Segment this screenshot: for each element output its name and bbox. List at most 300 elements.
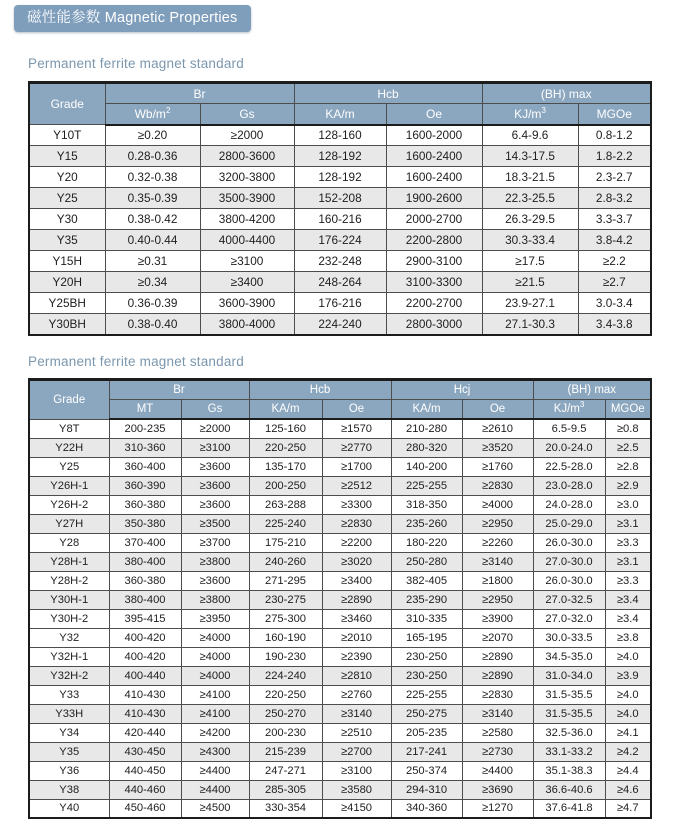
- table-row: [29, 742, 651, 761]
- table1-col-kjm3: $KJ/m^3$: [482, 104, 578, 125]
- bhmax-kjm3-cell: 24.0-28.0: [533, 495, 605, 514]
- hcb-oe-cell: ≥1570: [322, 419, 391, 438]
- table1-col-gs: Gs: [200, 104, 294, 125]
- bhmax-mgoe-cell: ≥3.4: [605, 590, 651, 609]
- br-gs-cell: ≥3600: [181, 476, 249, 495]
- bhmax-kjm3-cell: 25.0-29.0: [533, 514, 605, 533]
- table2-col-mt: MT: [109, 399, 181, 419]
- hcb-oe-cell: ≥1700: [322, 457, 391, 476]
- hcj-oe-cell: ≥4000: [462, 495, 533, 514]
- bhmax-mgoe-cell: ≥3.9: [605, 666, 651, 685]
- hcb-oe-cell: ≥3580: [322, 780, 391, 799]
- grade-cell: Y25: [29, 188, 105, 209]
- hcj-oe-cell: ≥2950: [462, 514, 533, 533]
- br-gs-cell: 3200-3800: [200, 167, 294, 188]
- table-row: [29, 761, 651, 780]
- hcj-oe-cell: ≥3140: [462, 552, 533, 571]
- bhmax-mgoe-cell: 3.3-3.7: [578, 209, 651, 230]
- bhmax-mgoe-cell: ≥4.0: [605, 647, 651, 666]
- table-row: [29, 457, 651, 476]
- grade-cell: Y20H: [29, 272, 105, 293]
- hcb-kam-cell: 240-260: [249, 552, 322, 571]
- bhmax-mgoe-cell: ≥2.8: [605, 457, 651, 476]
- table2-group-br: Br: [109, 379, 249, 399]
- bhmax-kjm3-cell: 23.0-28.0: [533, 476, 605, 495]
- table1-header: [29, 83, 651, 125]
- hcb-oe-cell: ≥3020: [322, 552, 391, 571]
- grade-cell: Y30: [29, 209, 105, 230]
- table-row: [29, 685, 651, 704]
- br-mt-cell: 450-460: [109, 799, 181, 818]
- hcj-kam-cell: 210-280: [391, 419, 462, 438]
- br-gs-cell: ≥4000: [181, 628, 249, 647]
- table2-col-hcj-kam: KA/m: [391, 399, 462, 419]
- grade-cell: Y28: [29, 533, 109, 552]
- bhmax-kjm3-cell: 35.1-38.3: [533, 761, 605, 780]
- table-row: [29, 647, 651, 666]
- table2-group-bhmax: (BH) max: [533, 379, 651, 399]
- hcb-oe-cell: ≥2010: [322, 628, 391, 647]
- hcb-kam-cell: 160-190: [249, 628, 322, 647]
- grade-cell: Y15: [29, 146, 105, 167]
- hcj-kam-cell: 225-255: [391, 685, 462, 704]
- br-mt-cell: 360-400: [109, 457, 181, 476]
- table-row: [29, 314, 651, 335]
- br-gs-cell: ≥4400: [181, 780, 249, 799]
- hcj-oe-cell: ≥2260: [462, 533, 533, 552]
- hcb-kam-cell: 232-248: [294, 251, 386, 272]
- br-gs-cell: 3800-4000: [200, 314, 294, 335]
- table-row: [29, 628, 651, 647]
- grade-cell: Y15H: [29, 251, 105, 272]
- hcj-oe-cell: ≥2830: [462, 685, 533, 704]
- hcb-oe-cell: ≥3460: [322, 609, 391, 628]
- grade-cell: Y32H-2: [29, 666, 109, 685]
- bhmax-kjm3-cell: 26.0-30.0: [533, 533, 605, 552]
- br-gs-cell: ≥4300: [181, 742, 249, 761]
- table-row: [29, 209, 651, 230]
- br-mt-cell: 410-430: [109, 685, 181, 704]
- hcj-kam-cell: 225-255: [391, 476, 462, 495]
- hcj-oe-cell: ≥2830: [462, 476, 533, 495]
- table-row: [29, 799, 651, 818]
- hcb-oe-cell: ≥2390: [322, 647, 391, 666]
- hcb-oe-cell: ≥2510: [322, 723, 391, 742]
- table-row: [29, 438, 651, 457]
- hcb-kam-cell: 224-240: [249, 666, 322, 685]
- br-mt-cell: 380-400: [109, 590, 181, 609]
- br-gs-cell: ≥3600: [181, 495, 249, 514]
- table-row: [29, 590, 651, 609]
- table-row: [29, 704, 651, 723]
- br-gs-cell: ≥3600: [181, 457, 249, 476]
- bhmax-kjm3-cell: 31.5-35.5: [533, 704, 605, 723]
- table2-col-grade: Grade: [29, 379, 109, 419]
- br-wbm2-cell: 0.28-0.36: [105, 146, 200, 167]
- br-mt-cell: 380-400: [109, 552, 181, 571]
- bhmax-mgoe-cell: ≥4.0: [605, 685, 651, 704]
- table1-col-wbm2: $Wb/m^2$: [105, 104, 200, 125]
- br-wbm2-cell: 0.38-0.42: [105, 209, 200, 230]
- br-mt-cell: 395-415: [109, 609, 181, 628]
- bhmax-kjm3-cell: 31.5-35.5: [533, 685, 605, 704]
- br-wbm2-cell: ≥0.34: [105, 272, 200, 293]
- hcb-kam-cell: 247-271: [249, 761, 322, 780]
- br-gs-cell: ≥3400: [200, 272, 294, 293]
- bhmax-mgoe-cell: ≥4.0: [605, 704, 651, 723]
- hcb-oe-cell: ≥2890: [322, 590, 391, 609]
- hcj-oe-cell: ≥2580: [462, 723, 533, 742]
- hcb-oe-cell: 1600-2000: [386, 125, 482, 146]
- table-row: [29, 533, 651, 552]
- bhmax-kjm3-cell: 31.0-34.0: [533, 666, 605, 685]
- table1-group-hcb: Hcb: [294, 83, 482, 104]
- hcj-oe-cell: ≥4400: [462, 761, 533, 780]
- bhmax-kjm3-cell: 18.3-21.5: [482, 167, 578, 188]
- bhmax-kjm3-cell: 22.3-25.5: [482, 188, 578, 209]
- grade-cell: Y26H-1: [29, 476, 109, 495]
- grade-cell: Y30H-2: [29, 609, 109, 628]
- bhmax-mgoe-cell: ≥3.8: [605, 628, 651, 647]
- br-gs-cell: ≥4400: [181, 761, 249, 780]
- table1-group-bhmax: (BH) max: [482, 83, 651, 104]
- hcb-kam-cell: 263-288: [249, 495, 322, 514]
- table-row: [29, 419, 651, 438]
- bhmax-kjm3-cell: 37.6-41.8: [533, 799, 605, 818]
- bhmax-mgoe-cell: ≥4.2: [605, 742, 651, 761]
- hcb-kam-cell: 220-250: [249, 685, 322, 704]
- bhmax-kjm3-cell: 30.0-33.5: [533, 628, 605, 647]
- grade-cell: Y8T: [29, 419, 109, 438]
- br-gs-cell: ≥2000: [200, 125, 294, 146]
- grade-cell: Y35: [29, 742, 109, 761]
- br-mt-cell: 360-380: [109, 495, 181, 514]
- hcb-oe-cell: ≥2512: [322, 476, 391, 495]
- table-row: [29, 188, 651, 209]
- hcb-oe-cell: ≥2760: [322, 685, 391, 704]
- hcj-kam-cell: 310-335: [391, 609, 462, 628]
- section2-heading: Permanent ferrite magnet standard: [28, 353, 244, 369]
- hcb-kam-cell: 330-354: [249, 799, 322, 818]
- hcj-oe-cell: ≥1800: [462, 571, 533, 590]
- table2-body: [29, 419, 651, 818]
- page-title: 磁性能参数 Magnetic Properties: [14, 5, 251, 32]
- br-gs-cell: 2800-3600: [200, 146, 294, 167]
- bhmax-mgoe-cell: 0.8-1.2: [578, 125, 651, 146]
- table-row: [29, 476, 651, 495]
- br-mt-cell: 360-380: [109, 571, 181, 590]
- bhmax-kjm3-cell: 26.0-30.0: [533, 571, 605, 590]
- grade-cell: Y26H-2: [29, 495, 109, 514]
- hcb-kam-cell: 225-240: [249, 514, 322, 533]
- table2-group-hcb: Hcb: [249, 379, 391, 399]
- bhmax-mgoe-cell: ≥4.4: [605, 761, 651, 780]
- br-mt-cell: 440-460: [109, 780, 181, 799]
- ferrite-standard-table-2: [28, 378, 652, 820]
- table1-col-mgoe: MGOe: [578, 104, 651, 125]
- bhmax-kjm3-cell: 27.0-32.0: [533, 609, 605, 628]
- table-row: [29, 780, 651, 799]
- hcb-kam-cell: 200-230: [249, 723, 322, 742]
- table2-group-hcj: Hcj: [391, 379, 533, 399]
- bhmax-mgoe-cell: ≥3.3: [605, 571, 651, 590]
- table1-group-br: Br: [105, 83, 294, 104]
- bhmax-mgoe-cell: ≥3.3: [605, 533, 651, 552]
- grade-cell: Y25BH: [29, 293, 105, 314]
- hcb-oe-cell: 1600-2400: [386, 167, 482, 188]
- table1-col-oe: Oe: [386, 104, 482, 125]
- br-gs-cell: ≥4500: [181, 799, 249, 818]
- br-gs-cell: ≥3600: [181, 571, 249, 590]
- grade-cell: Y30BH: [29, 314, 105, 335]
- hcj-oe-cell: ≥2890: [462, 666, 533, 685]
- br-gs-cell: ≥3950: [181, 609, 249, 628]
- hcb-oe-cell: ≥3140: [322, 704, 391, 723]
- hcb-kam-cell: 230-275: [249, 590, 322, 609]
- hcb-kam-cell: 200-250: [249, 476, 322, 495]
- hcj-kam-cell: 180-220: [391, 533, 462, 552]
- table2-col-hcj-oe: Oe: [462, 399, 533, 419]
- br-wbm2-cell: ≥0.20: [105, 125, 200, 146]
- hcj-oe-cell: ≥2610: [462, 419, 533, 438]
- hcj-kam-cell: 165-195: [391, 628, 462, 647]
- hcj-oe-cell: ≥2730: [462, 742, 533, 761]
- bhmax-kjm3-cell: 27.1-30.3: [482, 314, 578, 335]
- bhmax-mgoe-cell: 2.3-2.7: [578, 167, 651, 188]
- hcb-oe-cell: ≥3400: [322, 571, 391, 590]
- hcb-oe-cell: ≥2700: [322, 742, 391, 761]
- bhmax-kjm3-cell: 34.5-35.0: [533, 647, 605, 666]
- hcb-kam-cell: 128-192: [294, 167, 386, 188]
- hcb-oe-cell: 2900-3100: [386, 251, 482, 272]
- bhmax-kjm3-cell: 22.5-28.0: [533, 457, 605, 476]
- grade-cell: Y28H-2: [29, 571, 109, 590]
- hcj-oe-cell: ≥3140: [462, 704, 533, 723]
- hcb-kam-cell: 220-250: [249, 438, 322, 457]
- grade-cell: Y36: [29, 761, 109, 780]
- bhmax-kjm3-cell: 36.6-40.6: [533, 780, 605, 799]
- hcb-oe-cell: 2800-3000: [386, 314, 482, 335]
- br-gs-cell: ≥4200: [181, 723, 249, 742]
- hcj-kam-cell: 230-250: [391, 647, 462, 666]
- hcb-oe-cell: ≥2770: [322, 438, 391, 457]
- table-row: [29, 125, 651, 146]
- grade-cell: Y33H: [29, 704, 109, 723]
- br-gs-cell: ≥3800: [181, 552, 249, 571]
- br-wbm2-cell: 0.38-0.40: [105, 314, 200, 335]
- br-gs-cell: 3600-3900: [200, 293, 294, 314]
- bhmax-mgoe-cell: ≥3.1: [605, 514, 651, 533]
- table-row: [29, 723, 651, 742]
- br-mt-cell: 440-450: [109, 761, 181, 780]
- hcj-kam-cell: 217-241: [391, 742, 462, 761]
- bhmax-mgoe-cell: ≥2.7: [578, 272, 651, 293]
- hcb-kam-cell: 176-224: [294, 230, 386, 251]
- bhmax-kjm3-cell: 26.3-29.5: [482, 209, 578, 230]
- bhmax-mgoe-cell: 3.8-4.2: [578, 230, 651, 251]
- hcb-oe-cell: ≥2810: [322, 666, 391, 685]
- table-row: [29, 571, 651, 590]
- hcj-kam-cell: 340-360: [391, 799, 462, 818]
- br-gs-cell: ≥4000: [181, 666, 249, 685]
- br-wbm2-cell: 0.35-0.39: [105, 188, 200, 209]
- bhmax-kjm3-cell: ≥17.5: [482, 251, 578, 272]
- hcb-oe-cell: 2200-2700: [386, 293, 482, 314]
- ferrite-standard-table-1: [28, 81, 652, 336]
- hcb-kam-cell: 215-239: [249, 742, 322, 761]
- hcb-kam-cell: 160-216: [294, 209, 386, 230]
- table-row: [29, 514, 651, 533]
- bhmax-mgoe-cell: ≥4.6: [605, 780, 651, 799]
- bhmax-mgoe-cell: 2.8-3.2: [578, 188, 651, 209]
- br-gs-cell: ≥3800: [181, 590, 249, 609]
- br-gs-cell: ≥3500: [181, 514, 249, 533]
- bhmax-mgoe-cell: ≥0.8: [605, 419, 651, 438]
- hcj-kam-cell: 205-235: [391, 723, 462, 742]
- br-mt-cell: 430-450: [109, 742, 181, 761]
- hcj-oe-cell: ≥2070: [462, 628, 533, 647]
- bhmax-mgoe-cell: 3.0-3.4: [578, 293, 651, 314]
- hcb-kam-cell: 285-305: [249, 780, 322, 799]
- table2-col-hcb-kam: KA/m: [249, 399, 322, 419]
- br-mt-cell: 350-380: [109, 514, 181, 533]
- br-mt-cell: 410-430: [109, 704, 181, 723]
- br-mt-cell: 400-420: [109, 628, 181, 647]
- table1-body: [29, 125, 651, 335]
- grade-cell: Y22H: [29, 438, 109, 457]
- br-mt-cell: 420-440: [109, 723, 181, 742]
- hcb-oe-cell: ≥4150: [322, 799, 391, 818]
- hcj-kam-cell: 235-260: [391, 514, 462, 533]
- bhmax-mgoe-cell: 1.8-2.2: [578, 146, 651, 167]
- table1-col-kam: KA/m: [294, 104, 386, 125]
- bhmax-kjm3-cell: ≥21.5: [482, 272, 578, 293]
- hcb-oe-cell: 2200-2800: [386, 230, 482, 251]
- hcj-kam-cell: 230-250: [391, 666, 462, 685]
- hcb-kam-cell: 176-216: [294, 293, 386, 314]
- hcb-oe-cell: 1600-2400: [386, 146, 482, 167]
- br-gs-cell: ≥3100: [200, 251, 294, 272]
- br-gs-cell: 3800-4200: [200, 209, 294, 230]
- bhmax-kjm3-cell: 14.3-17.5: [482, 146, 578, 167]
- table-row: [29, 230, 651, 251]
- br-wbm2-cell: ≥0.31: [105, 251, 200, 272]
- table1-col-grade: Grade: [29, 83, 105, 125]
- hcj-kam-cell: 250-374: [391, 761, 462, 780]
- hcb-kam-cell: 250-270: [249, 704, 322, 723]
- br-mt-cell: 370-400: [109, 533, 181, 552]
- grade-cell: Y20: [29, 167, 105, 188]
- table2-col-hcb-oe: Oe: [322, 399, 391, 419]
- hcj-kam-cell: 250-275: [391, 704, 462, 723]
- hcj-kam-cell: 140-200: [391, 457, 462, 476]
- table2-col-gs: Gs: [181, 399, 249, 419]
- grade-cell: Y27H: [29, 514, 109, 533]
- hcj-kam-cell: 294-310: [391, 780, 462, 799]
- hcj-kam-cell: 235-290: [391, 590, 462, 609]
- table-row: [29, 495, 651, 514]
- hcj-oe-cell: ≥3520: [462, 438, 533, 457]
- hcb-kam-cell: 248-264: [294, 272, 386, 293]
- hcj-kam-cell: 318-350: [391, 495, 462, 514]
- bhmax-kjm3-cell: 6.4-9.6: [482, 125, 578, 146]
- br-mt-cell: 360-390: [109, 476, 181, 495]
- br-gs-cell: 4000-4400: [200, 230, 294, 251]
- hcb-kam-cell: 271-295: [249, 571, 322, 590]
- bhmax-mgoe-cell: ≥3.4: [605, 609, 651, 628]
- hcb-kam-cell: 128-192: [294, 146, 386, 167]
- grade-cell: Y10T: [29, 125, 105, 146]
- bhmax-mgoe-cell: ≥4.1: [605, 723, 651, 742]
- br-wbm2-cell: 0.40-0.44: [105, 230, 200, 251]
- br-mt-cell: 400-440: [109, 666, 181, 685]
- bhmax-kjm3-cell: 30.3-33.4: [482, 230, 578, 251]
- hcj-oe-cell: ≥1760: [462, 457, 533, 476]
- bhmax-kjm3-cell: 32.5-36.0: [533, 723, 605, 742]
- hcj-oe-cell: ≥1270: [462, 799, 533, 818]
- hcj-oe-cell: ≥2890: [462, 647, 533, 666]
- table-row: [29, 552, 651, 571]
- br-gs-cell: ≥4100: [181, 704, 249, 723]
- hcb-oe-cell: ≥3100: [322, 761, 391, 780]
- hcb-kam-cell: 275-300: [249, 609, 322, 628]
- hcb-kam-cell: 224-240: [294, 314, 386, 335]
- bhmax-mgoe-cell: ≥3.1: [605, 552, 651, 571]
- grade-cell: Y34: [29, 723, 109, 742]
- hcj-oe-cell: ≥2950: [462, 590, 533, 609]
- hcb-kam-cell: 128-160: [294, 125, 386, 146]
- hcb-oe-cell: ≥2200: [322, 533, 391, 552]
- table-row: [29, 293, 651, 314]
- bhmax-kjm3-cell: 27.0-32.5: [533, 590, 605, 609]
- hcb-kam-cell: 135-170: [249, 457, 322, 476]
- table-row: [29, 666, 651, 685]
- table2-col-mgoe: MGOe: [605, 399, 651, 419]
- bhmax-mgoe-cell: ≥2.2: [578, 251, 651, 272]
- hcb-kam-cell: 125-160: [249, 419, 322, 438]
- bhmax-kjm3-cell: 27.0-30.0: [533, 552, 605, 571]
- bhmax-mgoe-cell: ≥2.5: [605, 438, 651, 457]
- br-mt-cell: 200-235: [109, 419, 181, 438]
- grade-cell: Y38: [29, 780, 109, 799]
- table-row: [29, 609, 651, 628]
- table-row: [29, 146, 651, 167]
- bhmax-mgoe-cell: 3.4-3.8: [578, 314, 651, 335]
- br-wbm2-cell: 0.32-0.38: [105, 167, 200, 188]
- grade-cell: Y28H-1: [29, 552, 109, 571]
- hcb-oe-cell: ≥3300: [322, 495, 391, 514]
- hcb-oe-cell: ≥2830: [322, 514, 391, 533]
- br-mt-cell: 310-360: [109, 438, 181, 457]
- bhmax-mgoe-cell: ≥3.0: [605, 495, 651, 514]
- hcb-oe-cell: 1900-2600: [386, 188, 482, 209]
- br-gs-cell: ≥4100: [181, 685, 249, 704]
- grade-cell: Y33: [29, 685, 109, 704]
- table-row: [29, 272, 651, 293]
- grade-cell: Y25: [29, 457, 109, 476]
- br-gs-cell: ≥3700: [181, 533, 249, 552]
- table2-header: [29, 379, 651, 419]
- br-gs-cell: ≥4000: [181, 647, 249, 666]
- br-mt-cell: 400-420: [109, 647, 181, 666]
- hcb-oe-cell: 2000-2700: [386, 209, 482, 230]
- br-gs-cell: ≥3100: [181, 438, 249, 457]
- bhmax-mgoe-cell: ≥4.7: [605, 799, 651, 818]
- hcj-oe-cell: ≥3690: [462, 780, 533, 799]
- bhmax-mgoe-cell: ≥2.9: [605, 476, 651, 495]
- hcb-oe-cell: 3100-3300: [386, 272, 482, 293]
- hcj-kam-cell: 280-320: [391, 438, 462, 457]
